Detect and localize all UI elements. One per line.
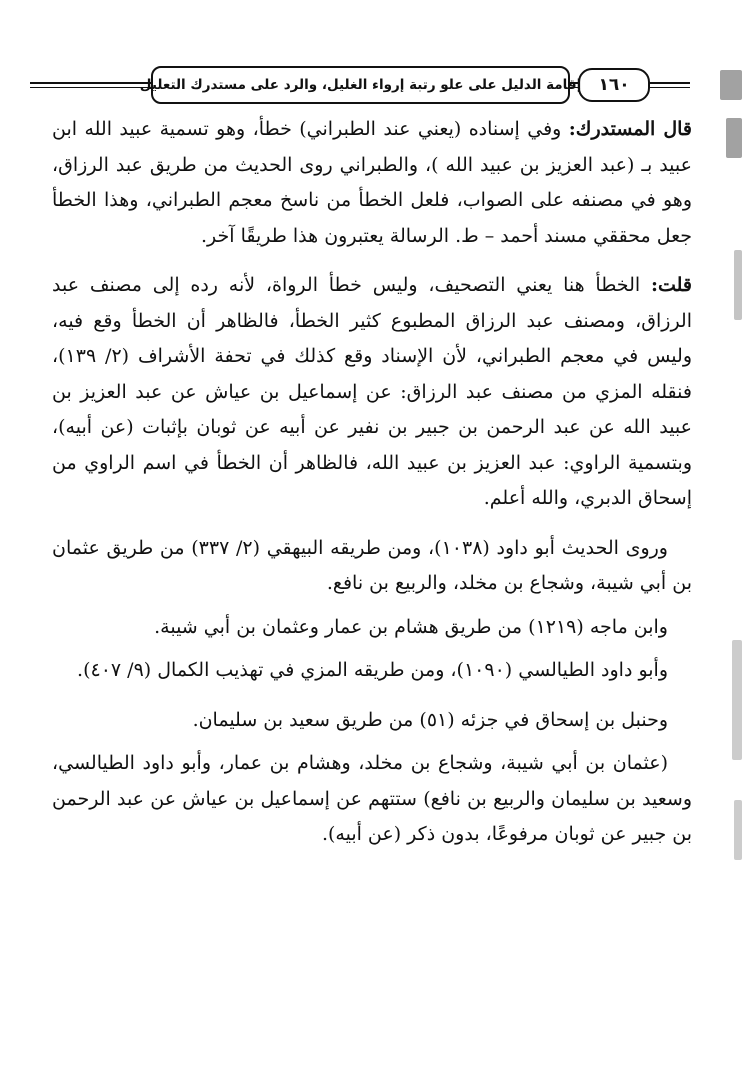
paragraph-summary <box>52 746 692 853</box>
paragraph-text: وحنبل بن إسحاق في جزئه (٥١) من طريق سعيد بن سليمان. <box>192 708 668 731</box>
page-body <box>52 112 692 853</box>
scan-smudge <box>726 118 742 158</box>
page-number-frame <box>578 68 650 102</box>
scan-smudge <box>720 70 742 100</box>
running-title-frame <box>139 66 582 104</box>
paragraph-qultu <box>52 268 692 517</box>
scan-smudge <box>732 640 742 760</box>
paragraph-tayalisi <box>52 653 692 689</box>
paragraph-text: وابن ماجه (١٢١٩) من طريق هشام بن عمار وعثمان بن أبي شيبة. <box>154 615 668 638</box>
scan-smudge <box>734 250 742 320</box>
page-header <box>30 62 690 104</box>
paragraph-text: (عثمان بن أبي شيبة، وشجاع بن مخلد، وهشام بن عمار، وأبو داود الطيالسي، وسعيد بن سليمان والربيع بن نافع) ستتهم عن إسماعيل بن عياش عن عبد الرحمن بن جبير عن ثوبان مرفوعًا، بدون ذكر (عن أبيه). <box>52 752 692 845</box>
paragraph-text: وفي إسناده (يعني عند الطبراني) خطأ، وهو تسمية عبيد الله ابن عبيد بـ (عبد العزيز بن عبيد الله )، والطبراني روى الحديث من طريق عبد الرزاق، وهو في مصنفه على الصواب، فلعل الخطأ من ناسخ معجم الطبراني، وهذا الخطأ جعل محققي مسند أحمد – ط. الرسالة يعتبرون هذا طريقًا آخر. <box>52 118 692 247</box>
paragraph-mustadrik <box>52 112 692 254</box>
paragraph-lead: قلت: <box>650 274 692 296</box>
scan-smudge <box>734 800 742 860</box>
paragraph-lead: قال المستدرك: <box>568 118 692 140</box>
paragraph-text: وروى الحديث أبو داود (١٠٣٨)، ومن طريقه البيهقي (٢/ ٣٣٧) من طريق عثمان بن أبي شيبة، وشجاع بن مخلد، والربيع بن نافع. <box>52 536 692 594</box>
page-number: ١٦٠ <box>598 75 630 95</box>
paragraph-hanbal <box>52 703 692 739</box>
paragraph-abu-dawud <box>52 531 692 602</box>
paragraph-ibn-majah <box>52 610 692 646</box>
running-title: إقامة الدليل على علو رتبة إرواء الغليل، والرد على مستدرك التعليل <box>139 77 582 93</box>
paragraph-text: وأبو داود الطيالسي (١٠٩٠)، ومن طريقه المزي في تهذيب الكمال (٩/ ٤٠٧). <box>77 659 668 681</box>
paragraph-text: الخطأ هنا يعني التصحيف، وليس خطأ الرواة، لأنه رده إلى مصنف عبد الرزاق، ومصنف عبد الرزاق المطبوع كثير الخطأ، فالظاهر أن الخطأ وقع فيه، وليس في معجم الطبراني، لأن الإسناد وقع كذلك في تحفة الأشراف (٢/ ١٣٩)، فنقله المزي من مصنف عبد الرزاق: عن إسماعيل بن عياش عن عبد العزيز بن عبيد الله عن عبد الرحمن بن جبير بن نفير عن أبيه عن ثوبان بإثبات (عن أبيه)، وبتسمية الراوي: عبد العزيز بن عبيد الله، فالظاهر أن الخطأ في اسم الراوي من إسحاق الدبري، والله أعلم. <box>52 274 692 509</box>
